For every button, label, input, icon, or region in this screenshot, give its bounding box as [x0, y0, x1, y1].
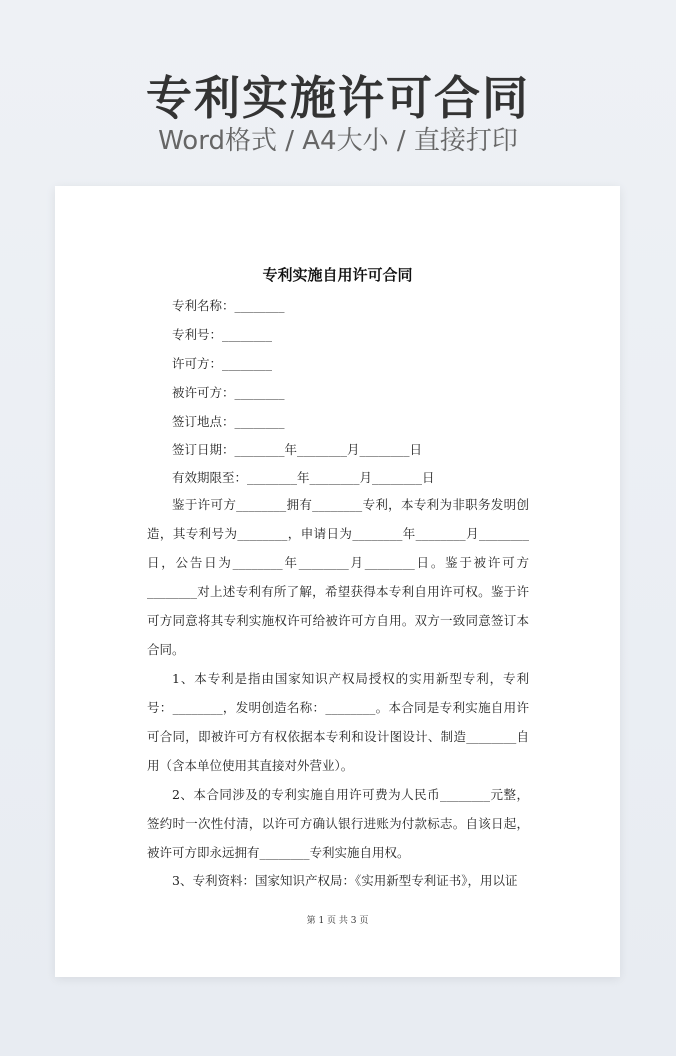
paragraph-preamble: 鉴于许可方________拥有________专利，本专利为非职务发明创造，其专利号为________，申请日为________年________月________日，公告日为________年________月________日。鉴于被许可方________对上述专利有所了解，希望获得本专利自用许可权。鉴于许可方同意将其专利实施权许可给被许可方自用。双方一致同意签订本合同。	[147, 497, 529, 657]
field-signing-date: 签订日期：________年________月________日	[172, 442, 423, 457]
field-valid-until: 有效期限至：________年________月________日	[172, 470, 435, 485]
field-licensor: 许可方：________	[172, 356, 273, 371]
page-footer: 第 1 页 共 3 页	[306, 916, 369, 926]
document-page	[55, 186, 620, 977]
paragraph-clause-1: 1、本专利是指由国家知识产权局授权的实用新型专利，专利号：________，发明创造名称：________。本合同是专利实施自用许可合同，即被许可方有权依据本专利和设计图设计、制造________自用（含本单位使用其直接对外营业）。	[147, 671, 529, 773]
field-signing-place: 签订地点：________	[172, 414, 285, 429]
banner-subtitle: Word格式 / A4大小 / 直接打印	[158, 126, 518, 156]
paragraph-clause-3: 3、专利资料：国家知识产权局：《实用新型专利证书》，用以证	[172, 873, 518, 888]
banner-title: 专利实施许可合同	[146, 71, 530, 125]
field-patent-name: 专利名称：________	[172, 298, 285, 313]
field-patent-number: 专利号：________	[172, 327, 273, 342]
field-licensee: 被许可方：________	[172, 385, 285, 400]
document-title: 专利实施自用许可合同	[262, 266, 413, 284]
paragraph-clause-2: 2、本合同涉及的专利实施自用许可费为人民币________元整，签约时一次性付清，以许可方确认银行进账为付款标志。自该日起，被许可方即永远拥有________专利实施自用权。	[147, 787, 529, 860]
